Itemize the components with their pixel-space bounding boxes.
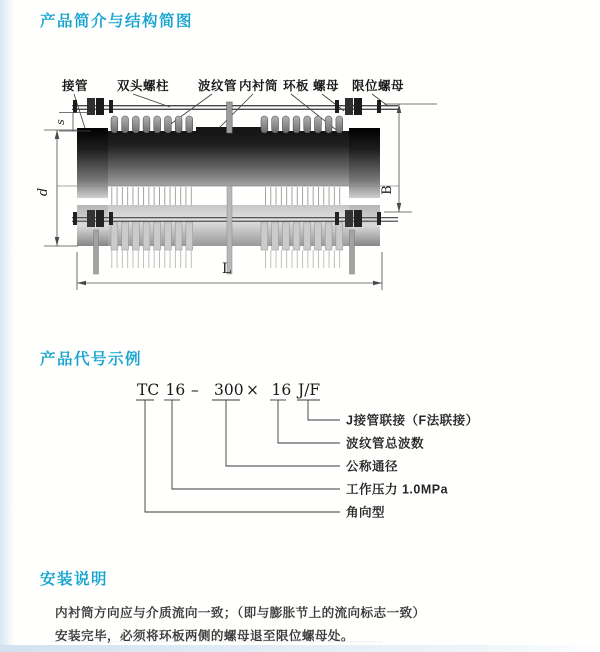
intro-section-title: 产品简介与结构简图 (40, 13, 194, 30)
code-annotation-pressure: 工作压力 1.0MPa (346, 482, 449, 497)
code-token-model: TC (137, 381, 160, 399)
code-token-diameter: 300 (214, 381, 244, 399)
scan-artifact-line (52, 641, 382, 642)
hatch-upper-left (111, 187, 193, 207)
install-line-1: 内衬筒方向应与介质流向一致；（即与膨胀节上的流向标志一致） (55, 606, 426, 620)
code-annotation-diameter: 公称通径 (346, 459, 399, 474)
page-bottom-edge-tint (0, 645, 600, 652)
pipe-end-left (77, 128, 108, 198)
code-token-pressure: 16 (165, 381, 186, 399)
dimension-d (36, 130, 78, 246)
limit-nut-right (377, 100, 381, 113)
hatch-upper-right (261, 187, 343, 207)
code-annotation-connection: J接管联接（F法联接） (346, 413, 479, 428)
part-label-stud: 双头螺柱 (117, 79, 170, 93)
limit-nut-left (73, 100, 77, 113)
dimension-b (380, 104, 437, 212)
dim-label-s: s (54, 119, 67, 125)
code-connector-lines (136, 400, 340, 512)
dim-label-B: B (380, 185, 395, 195)
structure-diagram (0, 60, 600, 330)
part-label-connecting-pipe: 接管 (62, 79, 89, 93)
code-token-times: × (246, 381, 259, 399)
code-annotations (346, 413, 479, 520)
part-label-inner-sleeve: 内衬筒 (239, 79, 279, 93)
install-section-title: 安装说明 (40, 571, 109, 588)
code-annotation-type: 角向型 (346, 505, 386, 520)
dim-label-L: L (222, 261, 232, 277)
pipe-end-right (349, 128, 380, 198)
install-line-2: 安装完毕，必须将环板两侧的螺母退至限位螺母处。 (55, 629, 354, 643)
code-tokens (137, 381, 320, 399)
center-post-top (227, 102, 233, 133)
dim-label-d: d (36, 187, 51, 197)
product-code-diagram (0, 372, 600, 540)
code-section-title: 产品代号示例 (40, 351, 143, 368)
part-label-nut: 螺母 (313, 79, 340, 93)
code-annotation-waves: 波纹管总波数 (346, 436, 425, 451)
part-label-limit-nut: 限位螺母 (352, 79, 405, 93)
part-label-bellows: 波纹管 (198, 79, 238, 93)
code-token-connection: J/F (298, 381, 321, 399)
code-token-dash: – (191, 381, 199, 399)
part-labels (61, 78, 404, 93)
code-token-waves: 16 (271, 381, 292, 399)
part-label-ring-plate: 环板 (283, 79, 310, 93)
